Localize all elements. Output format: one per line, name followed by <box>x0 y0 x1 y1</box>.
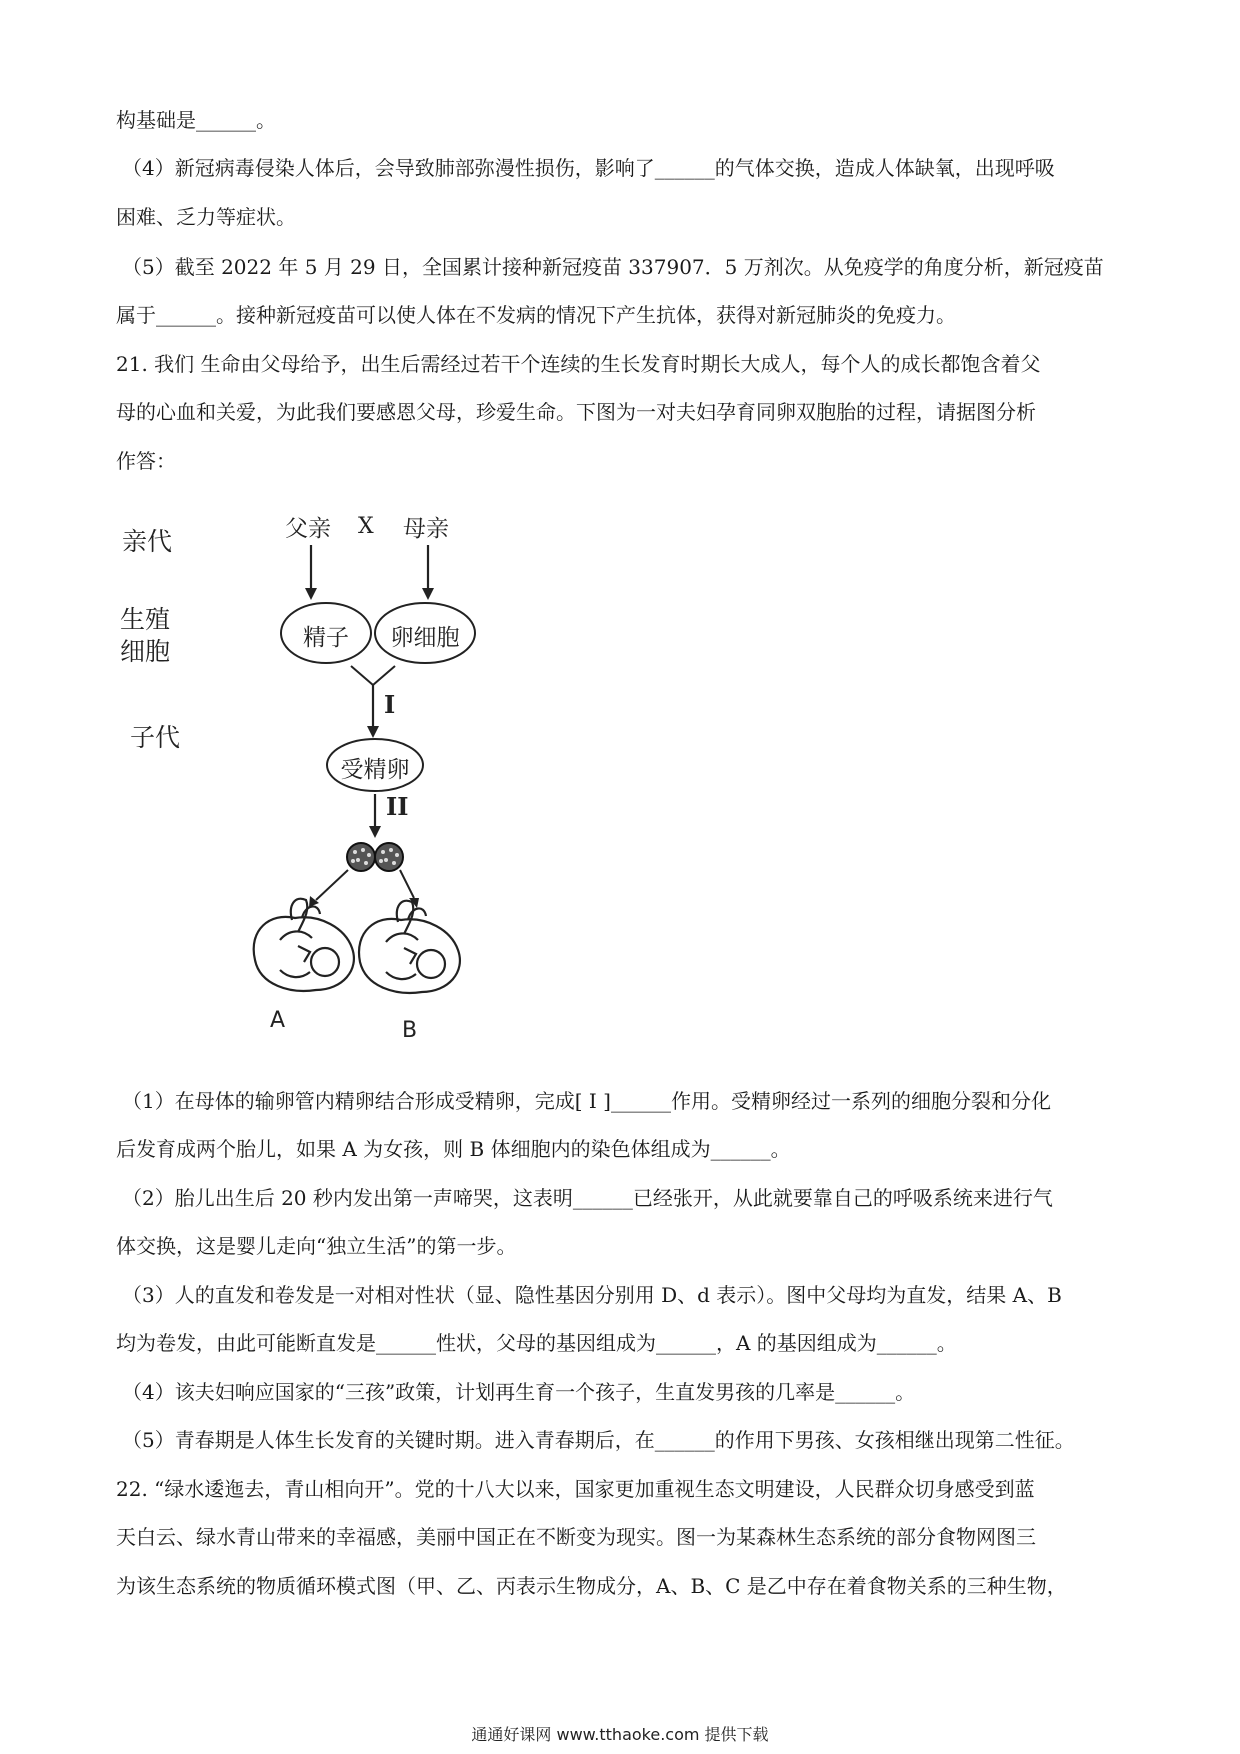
arrowhead <box>369 826 381 838</box>
row-label-germ-2: 细胞 <box>120 637 171 666</box>
step-2-label: II <box>386 792 409 821</box>
sperm-label: 精子 <box>303 625 349 651</box>
question-22-line: 22. “绿水逶迤去，青山相向开”。党的十八大以来，国家更加重视生态文明建设，人民群众切身感受到蓝 <box>116 1477 1035 1501</box>
arrowhead <box>367 726 379 738</box>
mother-label: 母亲 <box>403 516 449 542</box>
text-line: 困难、乏力等症状。 <box>116 205 296 229</box>
row-label-germ-1: 生殖 <box>120 605 171 634</box>
text-line: （4）该夫妇响应国家的“三孩”政策，计划再生育一个孩子，生直发男孩的几率是______。 <box>122 1380 916 1404</box>
row-label-parent: 亲代 <box>122 527 173 556</box>
arrowhead <box>422 588 434 600</box>
text-line: （5）截至 2022 年 5 月 29 日，全国累计接种新冠疫苗 337907．5 万剂次。从免疫学的角度分析，新冠疫苗 <box>122 255 1104 279</box>
fetus-b-label: B <box>402 1018 418 1043</box>
egg-label: 卵细胞 <box>390 625 460 651</box>
question-21-line: 21. 我们 生命由父母给予，出生后需经过若干个连续的生长发育时期长大成人，每个人的成长都饱含着父 <box>116 352 1041 376</box>
text-line: 天白云、绿水青山带来的幸福感，美丽中国正在不断变为现实。图一为某森林生态系统的部分食物网图三 <box>116 1525 1036 1549</box>
twin-formation-diagram <box>120 500 560 1070</box>
fetus-a <box>254 899 354 991</box>
text-line: 为该生态系统的物质循环模式图（甲、乙、丙表示生物成分，A、B、C 是乙中存在着食物关系的三种生物， <box>116 1574 1067 1598</box>
father-label: 父亲 <box>285 516 331 542</box>
text-line: 均为卷发，由此可能断直发是______性状，父母的基因组成为______，A 的基因组成为______。 <box>116 1331 957 1355</box>
text-line: 后发育成两个胎儿，如果 A 为女孩，则 B 体细胞内的染色体组成为______。 <box>116 1137 791 1161</box>
text-line: 属于______。接种新冠疫苗可以使人体在不发病的情况下产生抗体，获得对新冠肺炎的免疫力。 <box>116 303 956 327</box>
zygote-label: 受精卵 <box>340 757 410 783</box>
text-line: （5）青春期是人体生长发育的关键时期。进入青春期后，在______的作用下男孩、女孩相继出现第二性征。 <box>122 1428 1075 1452</box>
arrowhead <box>305 588 317 600</box>
text-line: 作答： <box>116 449 176 473</box>
text-line: （3）人的直发和卷发是一对相对性状（显、隐性基因分别用 D、d 表示）。图中父母均为直发，结果 A、B <box>122 1283 1062 1307</box>
fetus-a-label: A <box>270 1008 286 1033</box>
arrow-twin-a <box>316 870 348 900</box>
page-footer: 通通好课网 www.tthaoke.com 提供下载 <box>471 1725 769 1744</box>
text-line: （1）在母体的输卵管内精卵结合形成受精卵，完成[ I ]______作用。受精卵经过一系列的细胞分裂和分化 <box>122 1089 1051 1113</box>
text-line: （4）新冠病毒侵染人体后，会导致肺部弥漫性损伤，影响了______的气体交换，造成人体缺氧，出现呼吸 <box>122 156 1055 180</box>
join-line-right <box>373 666 395 685</box>
text-line: （2）胎儿出生后 20 秒内发出第一声啼哭，这表明______已经张开，从此就要靠自己的呼吸系统来进行气 <box>122 1186 1053 1210</box>
step-1-label: I <box>384 690 396 719</box>
fetus-b <box>359 901 460 993</box>
text-line: 母的心血和关爱，为此我们要感恩父母，珍爱生命。下图为一对夫妇孕育同卵双胞胎的过程，请据图分析 <box>116 400 1036 424</box>
text-line: 构基础是______。 <box>116 108 276 132</box>
text-line: 体交换，这是婴儿走向“独立生活”的第一步。 <box>116 1234 517 1258</box>
row-label-child: 子代 <box>130 723 181 752</box>
diagram-graphics <box>120 500 560 1070</box>
two-cell-embryo <box>347 843 403 871</box>
cross-symbol: X <box>358 514 374 539</box>
join-line-left <box>351 666 373 685</box>
arrow-twin-b <box>400 870 414 898</box>
